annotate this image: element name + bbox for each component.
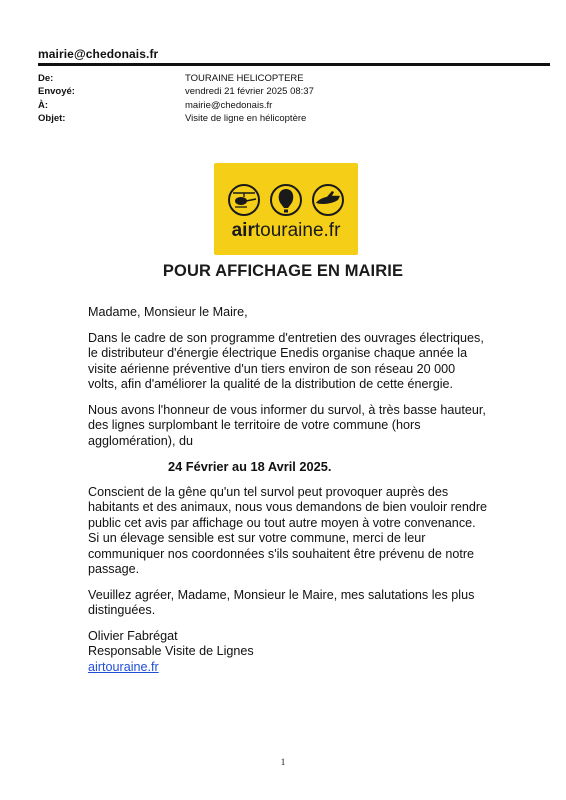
survey-dates: 24 Février au 18 Avril 2025. (168, 459, 332, 474)
header-row-subject (38, 112, 518, 125)
logo-text-bold: air (231, 220, 255, 241)
signature-role: Responsable Visite de Lignes (88, 644, 254, 658)
header-row-sent (38, 85, 518, 98)
signature-name: Olivier Fabrégat (88, 628, 178, 643)
email-headers (38, 72, 518, 125)
header-value: Visite de ligne en hélicoptère (185, 112, 307, 124)
logo-graphic (214, 163, 358, 255)
closing-formula: Veuillez agréer, Madame, Monsieur le Maire, mes salutations les plus distinguées. (88, 587, 475, 617)
hot-air-balloon-icon (271, 185, 301, 215)
paragraph-elevage: Si un élevage sensible est sur votre commune, merci de leur communiquer nos coordonnées s'ils souhaitent être prévenu de notre passage. (88, 531, 475, 576)
airtouraine-logo (214, 163, 358, 255)
header-label: De: (38, 73, 54, 84)
header-row-from (38, 72, 518, 85)
logo-text-regular: touraine.fr (254, 220, 341, 241)
header-label: À: (38, 99, 49, 111)
paragraph-gene: Conscient de la gêne qu'un tel survol peut provoquer auprès des habitants et des animaux, nous vous demandons de bien vouloir rendre public cet avis par affichage ou tout autre moyen à votre convenance. (88, 484, 488, 530)
mailbox-address: mairie@chedonais.fr (38, 47, 159, 61)
header-value: mairie@chedonais.fr (185, 99, 273, 111)
salutation: Madame, Monsieur le Maire, (88, 305, 248, 319)
plane-icon (313, 185, 343, 215)
letter-body (88, 305, 488, 675)
paragraph-programme: Dans le cadre de son programme d'entretien des ouvrages électriques, le distributeur d'énergie électrique Enedis organise chaque année la visite aérienne préventive d'un tiers environ de son réseau 20 000 volts, afin d'améliorer la qualité de la distribution de cette énergie. (88, 330, 484, 391)
header-divider (38, 63, 550, 66)
header-value: TOURAINE HELICOPTERE (185, 73, 304, 84)
header-row-to (38, 99, 518, 112)
svg-text:airtouraine.fr (232, 220, 341, 241)
header-label: Objet: (38, 112, 66, 124)
signature-website-link[interactable]: airtouraine.fr (88, 659, 159, 674)
page-number: 1 (280, 757, 286, 767)
helicopter-icon (229, 185, 259, 215)
header-label: Envoyé: (38, 86, 75, 98)
notice-title: POUR AFFICHAGE EN MAIRIE (162, 262, 404, 280)
header-value: vendredi 21 février 2025 08:37 (185, 86, 314, 98)
paragraph-survol: Nous avons l'honneur de vous informer du survol, à très basse hauteur, des lignes surplombant le territoire de votre commune (hors agglomération), du (88, 402, 486, 448)
